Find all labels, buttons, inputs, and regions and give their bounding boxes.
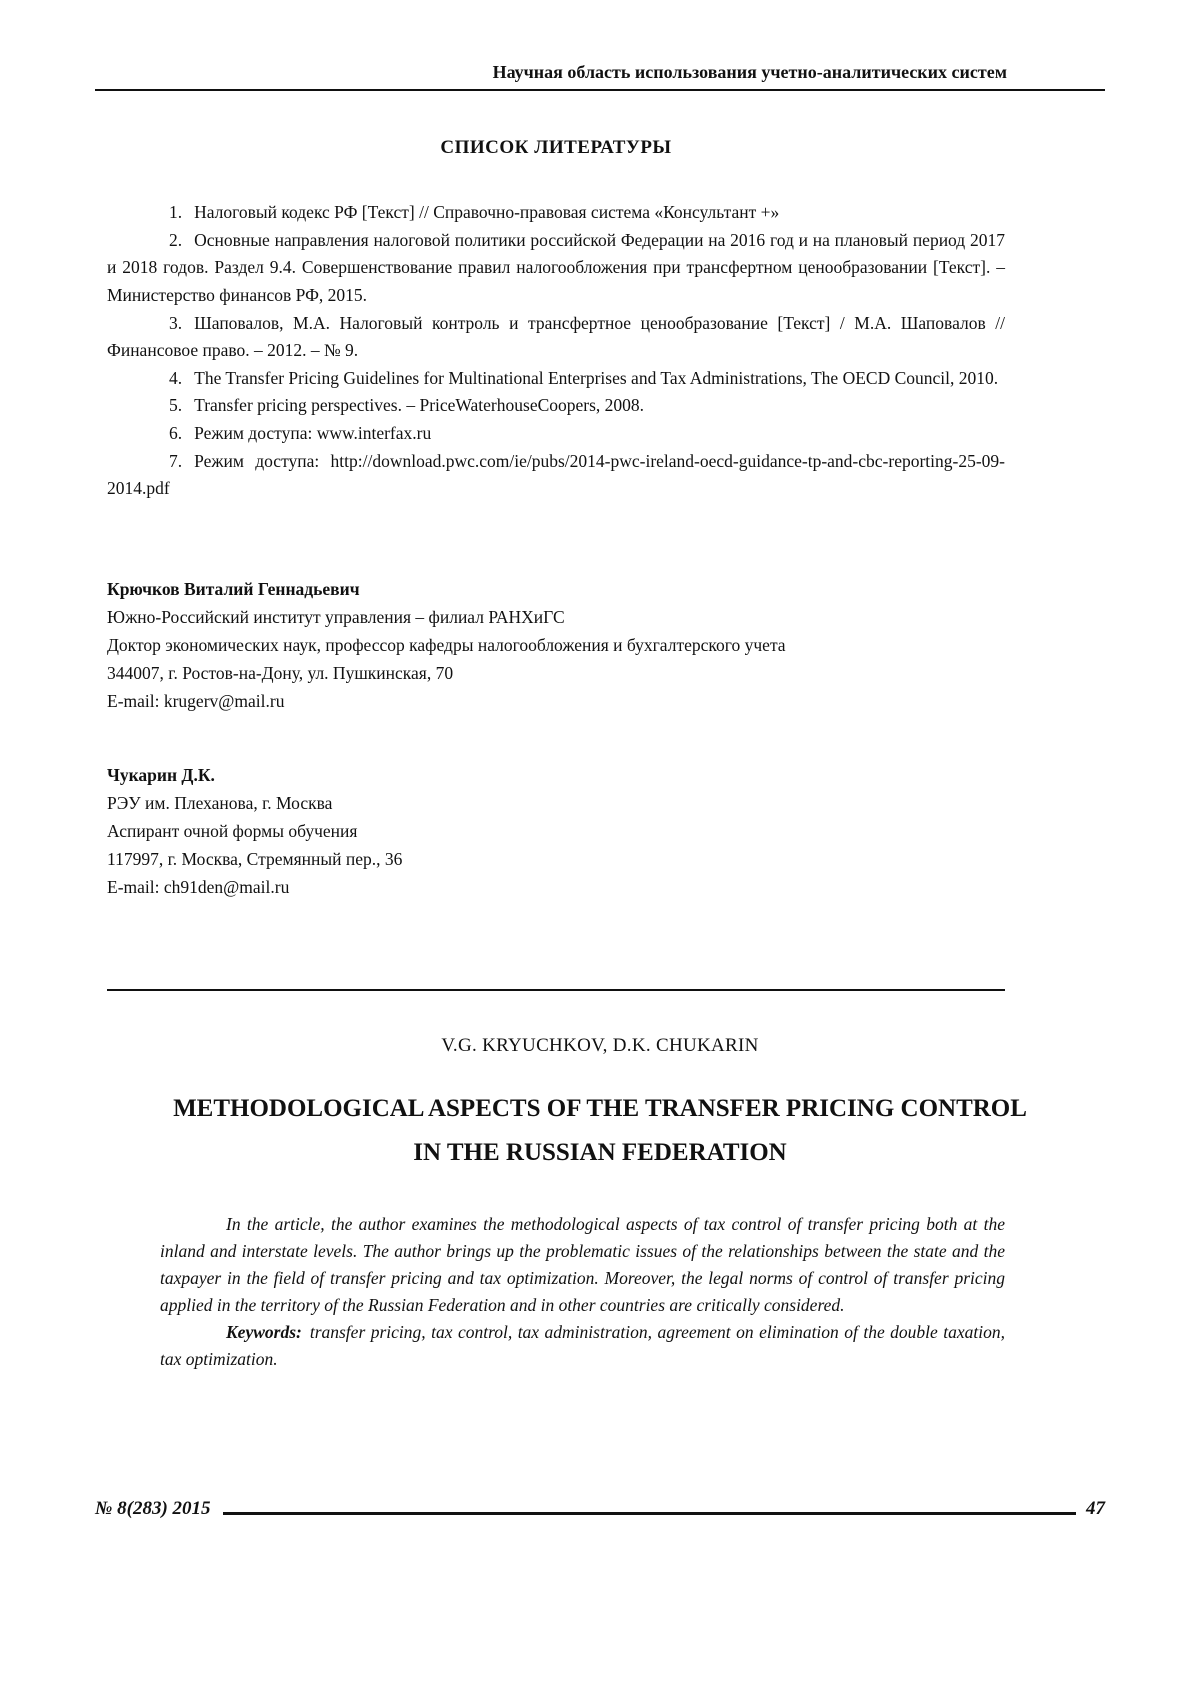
main-content	[107, 137, 1005, 901]
author-email: E-mail: ch91den@mail.ru	[107, 877, 290, 898]
author-affiliation: РЭУ им. Плеханова, г. Москва	[107, 793, 333, 814]
author-block	[107, 761, 1005, 901]
abstract-text: In the article, the author examines the methodological aspects of tax control of transfer pricing both at the inland and interstate levels. The author brings up the problematic issues of the relationships between the state and the taxpayer in the field of transfer pricing and tax optimization. Moreover, the legal norms of control of transfer pricing applied in the territory of the Russian Federation and in other countries are critically considered.	[160, 1213, 1005, 1315]
reference-text: The Transfer Pricing Guidelines for Multinational Enterprises and Tax Administrations, The OECD Council, 2010.	[194, 367, 999, 388]
page-number: 47	[1086, 1498, 1105, 1519]
reference-text: Шаповалов, М.А. Налоговый контроль и трансфертное ценообразование [Текст] / М.А. Шаповалов // Финансовое право. – 2012. – № 9.	[107, 312, 1005, 361]
reference-item	[107, 448, 1005, 503]
reference-number: 5.	[169, 395, 183, 416]
reference-number: 7.	[169, 450, 183, 471]
reference-item	[107, 365, 1005, 393]
author-email: E-mail: krugerv@mail.ru	[107, 691, 285, 712]
author-position: Аспирант очной формы обучения	[107, 821, 358, 842]
running-head	[95, 0, 1105, 91]
reference-number: 1.	[169, 202, 183, 222]
english-authors-line: V.G. KRYUCHKOV, D.K. CHUKARIN	[441, 1035, 759, 1057]
author-block	[107, 575, 1005, 715]
reference-number: 3.	[169, 312, 183, 333]
reference-item	[107, 420, 1005, 448]
author-position: Доктор экономических наук, профессор кафедры налогообложения и бухгалтерского учета	[107, 635, 786, 656]
author-affiliation: Южно-Российский институт управления – филиал РАНХиГС	[107, 607, 565, 628]
author-address: 117997, г. Москва, Стремянный пер., 36	[107, 849, 403, 870]
reference-number: 6.	[169, 423, 183, 444]
reference-number: 2.	[169, 229, 183, 250]
abstract-section	[160, 1211, 1005, 1374]
running-head-text: Научная область использования учетно-аналитических систем	[492, 62, 1007, 82]
author-name: Чукарин Д.К.	[107, 765, 215, 786]
author-name: Крючков Виталий Геннадьевич	[107, 579, 360, 600]
reference-text: Основные направления налоговой политики российской Федерации на 2016 год и на плановый период 2017 и 2018 годов. Раздел 9.4. Совершенствование правил налогообложения при трансфертном ценообразовании [Текст]. – Министерство финансов РФ, 2015.	[107, 229, 1005, 305]
reference-item	[107, 392, 1005, 420]
page-footer	[95, 1498, 1105, 1520]
reference-item	[107, 227, 1005, 310]
issue-label: № 8(283) 2015	[95, 1498, 211, 1519]
author-address: 344007, г. Ростов-на-Дону, ул. Пушкинская, 70	[107, 663, 454, 684]
keywords-text: transfer pricing, tax control, tax administration, agreement on elimination of the double taxation, tax optimization.	[160, 1322, 1005, 1370]
authors-section	[107, 575, 1005, 901]
references-list	[107, 199, 1005, 503]
footer-rule	[223, 1512, 1076, 1515]
keywords-paragraph	[160, 1319, 1005, 1373]
keywords-label: Keywords:	[226, 1322, 302, 1343]
section-divider	[107, 989, 1005, 991]
article-title: METHODOLOGICAL ASPECTS OF THE TRANSFER PRICING CONTROL IN THE RUSSIAN FEDERATION	[173, 1095, 1027, 1166]
reference-number: 4.	[169, 367, 183, 388]
reference-item	[107, 310, 1005, 365]
reference-text: Режим доступа: http://download.pwc.com/ie/pubs/2014-pwc-ireland-oecd-guidance-tp-and-cbc-reporting-25-09-2014.pdf	[107, 450, 1005, 499]
reference-item	[107, 199, 1005, 227]
reference-text: Transfer pricing perspectives. – PriceWaterhouseCoopers, 2008.	[194, 395, 645, 416]
references-title: СПИСОК ЛИТЕРАТУРЫ	[440, 137, 672, 158]
reference-text: Режим доступа: www.interfax.ru	[194, 423, 432, 444]
reference-text: Налоговый кодекс РФ [Текст] // Справочно-правовая система «Консультант +»	[194, 202, 780, 222]
